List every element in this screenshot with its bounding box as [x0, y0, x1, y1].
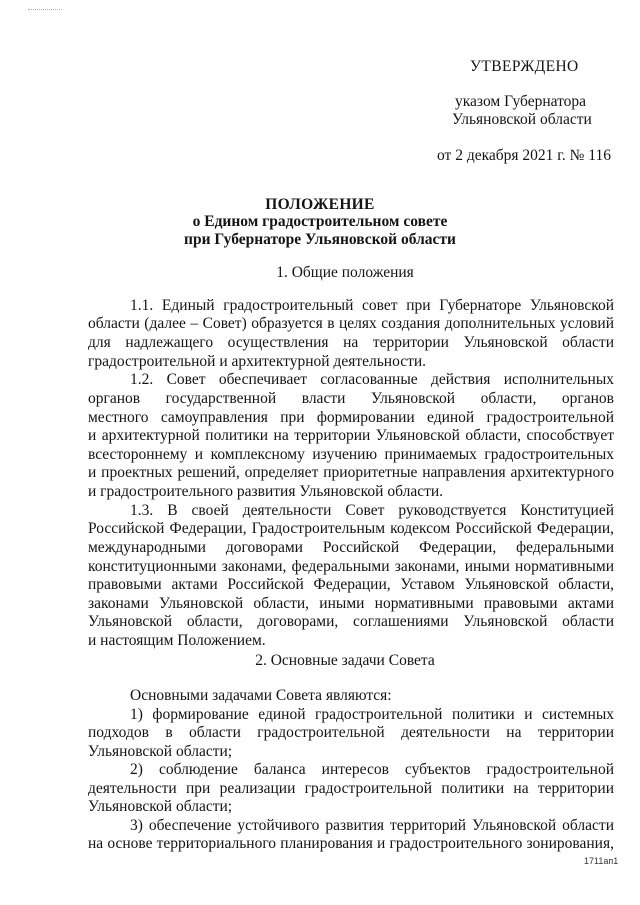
body-line: Ульяновской области;: [88, 798, 233, 815]
document-title: ПОЛОЖЕНИЕ: [265, 196, 375, 213]
body-line: и настоящим Положением.: [88, 632, 266, 649]
body-line: 3) обеспечение устойчивого развития территорий Ульяновской области: [130, 817, 614, 834]
section-1-heading: 1. Общие положения: [276, 264, 414, 281]
body-line: и градостроительного развития Ульяновской области.: [88, 483, 444, 500]
body-line: 1.2. Совет обеспечивает согласованные действия исполнительных: [130, 371, 614, 388]
document-code: 1711ап1: [584, 856, 619, 866]
body-line: 2) соблюдение баланса интересов субъектов градостроительной: [130, 761, 614, 778]
section-2-heading: 2. Основные задачи Совета: [255, 652, 435, 669]
body-line: 1.3. В своей деятельности Совет руководствуется Конституцией: [130, 502, 614, 519]
approval-date-line: от 2 декабря 2021 г. № 116: [437, 147, 611, 164]
document-subtitle-1: о Едином градостроительном совете: [192, 213, 448, 230]
document-subtitle-2: при Губернаторе Ульяновской области: [184, 231, 456, 248]
body-line: Российской Федерации, Градостроительным кодексом Российской Федерации,: [88, 520, 614, 537]
body-line: Ульяновской области, договорами, соглашениями Ульяновской области: [88, 613, 614, 630]
body-line: на основе территориального планирования и градостроительного зонирования,: [88, 835, 614, 852]
body-line: конституционными законами, федеральными законами, иными нормативными: [88, 558, 614, 575]
body-line: правовыми актами Российской Федерации, Уставом Ульяновской области,: [88, 576, 614, 593]
body-line: деятельности при реализации градостроительной политики на территории: [88, 780, 614, 797]
body-line: законами Ульяновской области, иными нормативными правовыми актами: [88, 595, 614, 612]
body-line: всестороннему и комплексному изучению принимаемых градостроительных: [88, 446, 614, 463]
approval-decree-line: указом Губернатора: [455, 93, 587, 110]
body-line: для надлежащего осуществления на территории Ульяновской области: [88, 334, 614, 351]
approval-word: УТВЕРЖДЕНО: [470, 58, 579, 75]
body-line: международными договорами Российской Федерации, федеральными: [88, 539, 614, 556]
body-line: 1) формирование единой градостроительной политики и системных: [130, 706, 614, 723]
body-line: Основными задачами Совета являются:: [130, 687, 392, 704]
body-line: области (далее – Совет) образуется в целях создания дополнительных условий: [88, 315, 614, 332]
body-line: Ульяновской области;: [88, 743, 233, 760]
scan-artifact-line: [28, 9, 62, 10]
body-line: 1.1. Единый градостроительный совет при Губернаторе Ульяновской: [130, 297, 614, 314]
body-line: органов государственной власти Ульяновской области, органов: [88, 390, 614, 407]
body-line: и архитектурной политики на территории Ульяновской области, способствует: [88, 427, 614, 444]
body-line: градостроительной и архитектурной деятельности.: [88, 353, 427, 370]
body-line: подходов в области градостроительной деятельности на территории: [88, 724, 614, 741]
approval-region-line: Ульяновской области: [452, 111, 592, 128]
body-line: и проектных решений, определяет приоритетные направления архитектурного: [88, 464, 614, 481]
body-line: местного самоуправления при формировании единой градостроительной: [88, 409, 614, 426]
